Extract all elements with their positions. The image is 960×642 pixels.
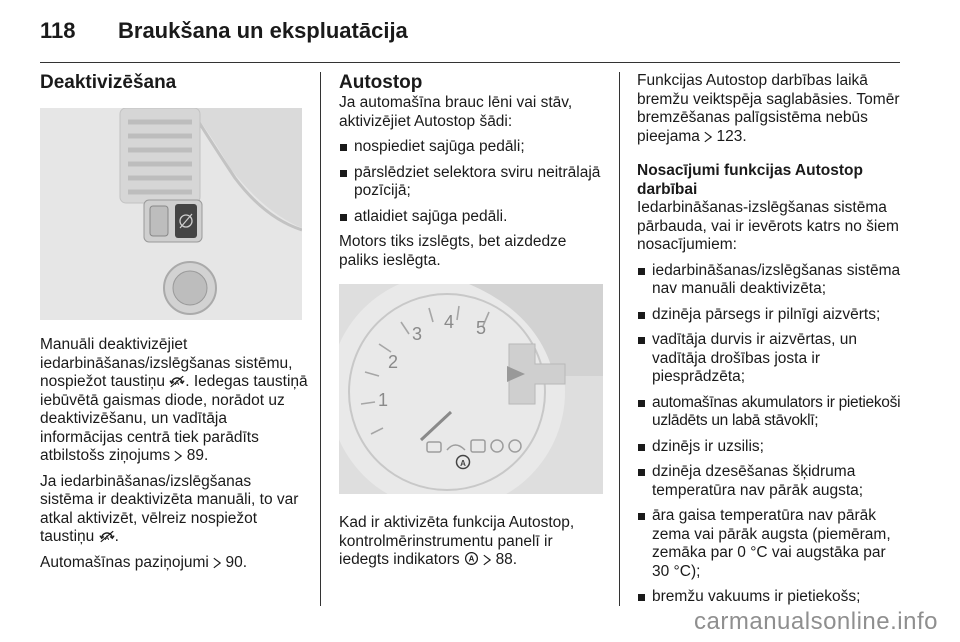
autostop-intro: Ja automašīna brauc lēni vai stāv, aktivizējiet Autostop šādi: xyxy=(339,94,573,130)
page-reference-icon xyxy=(704,131,712,143)
page-reference-icon xyxy=(174,450,182,462)
autostop-indicator-paragraph xyxy=(339,514,605,570)
conditions-subheading: Nosacījumi funkcijas Autostop darbībai xyxy=(637,162,863,198)
deactivation-text: Manuāli deaktivizējiet iedarbināšanas/izslēgšanas sistēmu, nospiežot taustiņu xyxy=(40,336,293,390)
column-2 xyxy=(339,72,605,577)
reactivation-text-tail: . xyxy=(114,528,119,545)
gauge-number-1: 1 xyxy=(377,390,389,410)
column-3 xyxy=(637,72,905,614)
page-title: Braukšana un ekspluatācija xyxy=(118,18,408,43)
list-item: automašīnas akumulators ir pietiekoši uzlādēts un labā stāvoklī; xyxy=(637,394,905,431)
engine-off-note: Motors tiks izslēgts, bet aizdedze paliks ieslēgta. xyxy=(339,233,567,269)
reactivation-paragraph xyxy=(40,473,308,547)
page-ref-123: 123. xyxy=(716,127,747,145)
conditions-list xyxy=(637,262,905,607)
deactivation-paragraph xyxy=(40,336,308,466)
column-divider-1 xyxy=(320,72,321,606)
autostop-indicator-icon xyxy=(464,551,479,566)
column-divider-2 xyxy=(619,72,620,606)
vehicle-messages-text: Automašīnas paziņojumi xyxy=(40,553,209,571)
stop-start-button-photo xyxy=(40,108,302,320)
list-item: āra gaisa temperatūra nav pārāk zema vai pārāk augsta (piemēram, zemāka par 0 °C vai augstāka par 30 °C); xyxy=(637,507,905,581)
column-1 xyxy=(40,72,308,579)
page-ref-88: 88. xyxy=(495,551,518,568)
vehicle-messages-paragraph xyxy=(40,554,308,573)
gauge-number-5: 5 xyxy=(475,318,487,338)
page-ref-89: 89. xyxy=(186,447,209,464)
list-item: dzinēja dzesēšanas šķidruma temperatūra nav pārāk augsta; xyxy=(637,463,905,500)
gauge-number-2: 2 xyxy=(387,352,399,372)
list-item: iedarbināšanas/izslēgšanas sistēma nav manuāli deaktivizēta; xyxy=(637,262,905,299)
autostop-steps-list xyxy=(339,138,605,226)
stop-start-off-icon xyxy=(169,375,185,388)
autostop-indicator-text: Kad ir aktivizēta funkcija Autostop, kontrolmērinstrumentu panelī ir iedegts indikators xyxy=(339,514,575,568)
page-number: 118 xyxy=(40,18,76,43)
brake-performance-text: Funkcijas Autostop darbības laikā bremžu veiktspēja saglabāsies. Tomēr bremzēšanas palīgsistēma nebūs pieejama xyxy=(637,72,900,145)
conditions-intro: Iedarbināšanas-izslēgšanas sistēma pārbauda, vai ir ievērots katrs no šiem nosacījumiem: xyxy=(637,199,899,253)
watermark: carmanualsonline.info xyxy=(694,608,938,635)
list-item: atlaidiet sajūga pedāli. xyxy=(339,208,605,227)
reactivation-text: Ja iedarbināšanas/izslēgšanas sistēma ir deaktivizēta manuāli, to var atkal aktivizēt, vēlreiz nospiežot taustiņu xyxy=(40,472,299,545)
gauge-number-3: 3 xyxy=(411,324,423,344)
list-item: nospiediet sajūga pedāli; xyxy=(339,138,605,157)
list-item: bremžu vakuums ir pietiekošs; xyxy=(637,588,905,607)
list-item: dzinēja pārsegs ir pilnīgi aizvērts; xyxy=(637,306,905,325)
list-item: pārslēdziet selektora sviru neitrālajā pozīcijā; xyxy=(339,164,605,201)
page-ref-90: 90. xyxy=(225,553,248,571)
list-item: vadītāja durvis ir aizvērtas, un vadītāja drošības josta ir piesprādzēta; xyxy=(637,331,905,387)
instrument-cluster-photo xyxy=(339,284,603,494)
brake-performance-paragraph xyxy=(637,72,905,146)
header-rule xyxy=(40,62,900,63)
section-heading-autostop: Autostop xyxy=(339,72,423,93)
page-reference-icon xyxy=(483,554,491,566)
page-reference-icon xyxy=(213,557,221,569)
section-heading-deactivation: Deaktivizēšana xyxy=(40,72,177,93)
gauge-number-4: 4 xyxy=(443,312,455,332)
svg-text:A: A xyxy=(460,459,466,468)
list-item: dzinējs ir uzsilis; xyxy=(637,438,905,457)
deactivation-text-tail: . Iedegas taustiņā iebūvētā gaismas diode, norādot uz deaktivizēšanu, un vadītāja informācijas centrā tiek parādīts atbilstošs ziņojums xyxy=(40,373,308,464)
stop-start-off-icon xyxy=(99,530,115,543)
